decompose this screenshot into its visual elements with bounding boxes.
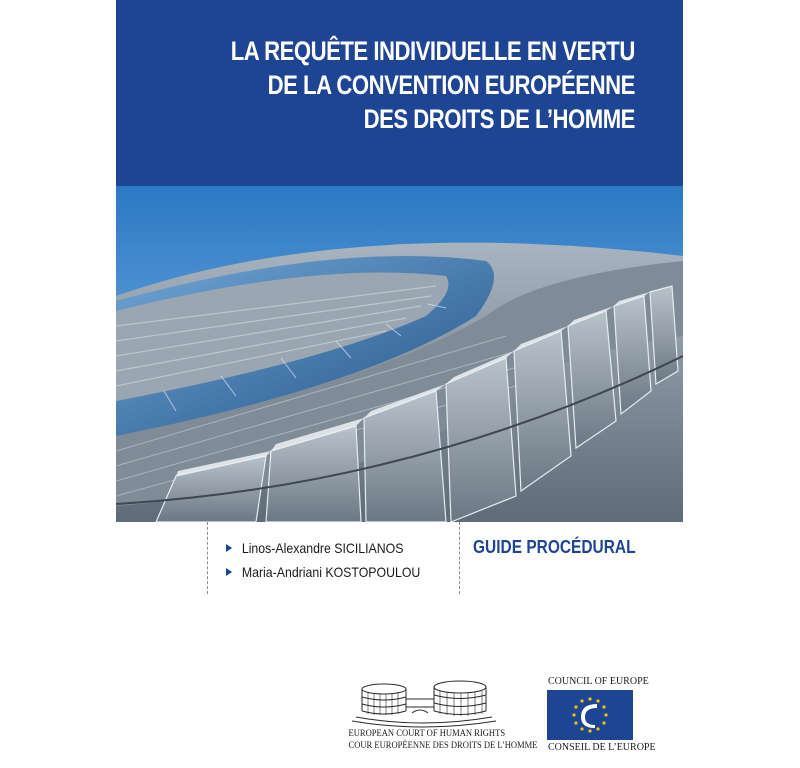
court-building-roof-image (116, 186, 683, 522)
echr-name-en: EUROPEAN COURT OF HUMAN RIGHTS (348, 729, 506, 739)
author-2 (226, 564, 420, 580)
series-label: GUIDE PROCÉDURAL (473, 537, 636, 557)
author-name-1: Linos-Alexandre SICILIANOS (241, 540, 404, 556)
cover-photo (116, 186, 683, 522)
author-bullet-icon (226, 568, 232, 576)
title-line-1: LA REQUÊTE INDIVIDUELLE EN VERTU (230, 36, 635, 66)
divider-left (207, 522, 208, 594)
author-name-2: Maria-Andriani KOSTOPOULOU (241, 564, 421, 580)
title-line-2: DE LA CONVENTION EUROPÉENNE (267, 70, 635, 100)
book-cover (116, 0, 683, 768)
divider-middle (459, 522, 460, 594)
author-bullet-icon (226, 544, 232, 552)
title-band (116, 0, 683, 186)
council-of-europe-flag-icon (547, 690, 633, 740)
echr-name-fr: COUR EUROPÉENNE DES DROITS DE L’HOMME (348, 741, 538, 751)
authors-section (116, 522, 683, 600)
author-1 (226, 540, 403, 556)
coe-name-en: COUNCIL OF EUROPE (548, 676, 649, 687)
coe-name-fr: CONSEIL DE L’EUROPE (548, 742, 656, 753)
title-line-3: DES DROITS DE L’HOMME (363, 104, 635, 134)
